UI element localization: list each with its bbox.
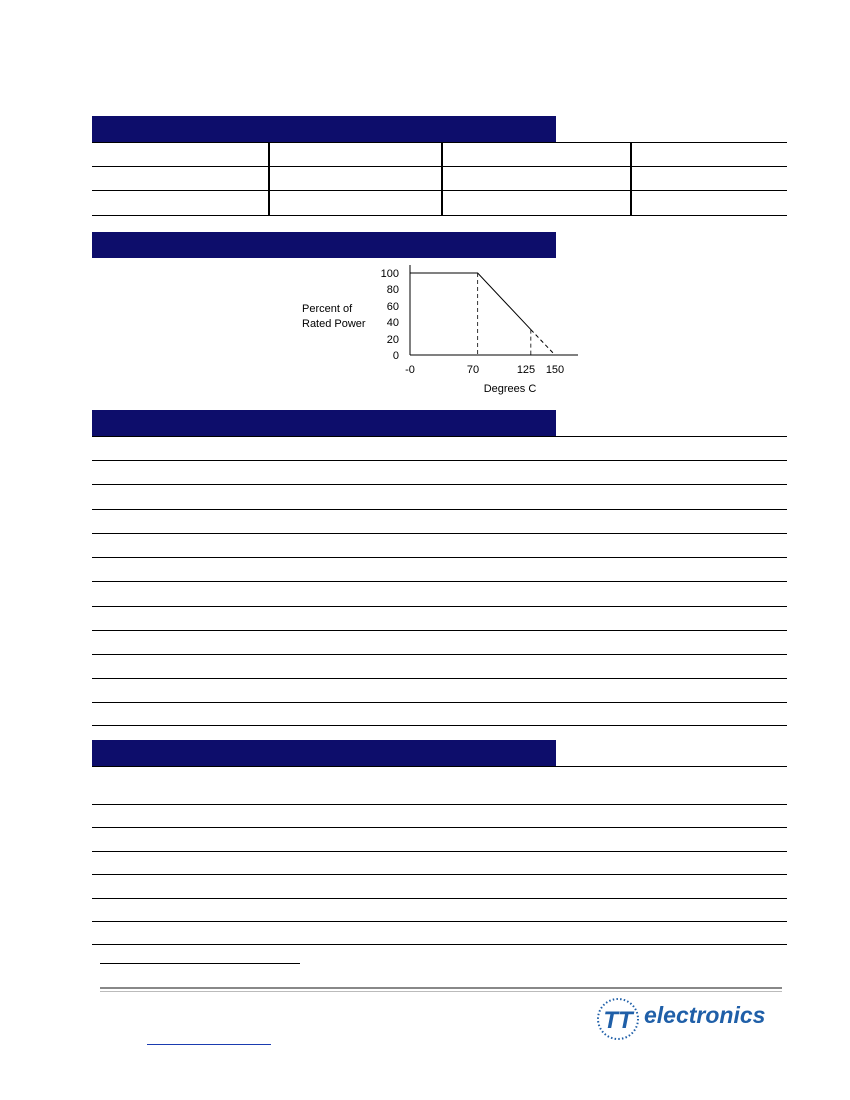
table-4-row-line — [92, 944, 787, 945]
y-tick-label: 0 — [392, 350, 399, 362]
footer-rule — [100, 987, 782, 989]
tt-logo-mark-icon — [594, 996, 644, 1042]
table-4-row-line — [92, 921, 787, 922]
x-tick-label: 125 — [516, 364, 536, 376]
y-axis-label-line-1: Percent of — [302, 303, 353, 315]
x-tick-label: 70 — [466, 364, 480, 376]
table-1-row-line — [92, 190, 787, 191]
table-3-row-line — [92, 678, 787, 679]
table-3-row-line — [92, 654, 787, 655]
table-4-row-line — [92, 827, 787, 828]
footer-link-underline[interactable] — [147, 1044, 271, 1045]
tt-logo-mark: TT — [603, 1007, 633, 1034]
table-3-row-line — [92, 509, 787, 510]
table-4-row-line — [92, 874, 787, 875]
y-tick-label: 100 — [380, 268, 399, 280]
table-4-row-line — [92, 898, 787, 899]
footnote-rule — [100, 963, 300, 964]
y-tick-label: 80 — [386, 284, 399, 296]
table-3-row-line — [92, 557, 787, 558]
table-3-row-line — [92, 484, 787, 485]
table-3-row-line — [92, 630, 787, 631]
table-1-row-line — [92, 215, 787, 216]
section-header-bar-4 — [92, 740, 556, 766]
section-header-bar-1 — [92, 116, 556, 142]
table-3-row-line — [92, 460, 787, 461]
tt-electronics-logo — [594, 996, 776, 1042]
section-header-rule-4 — [92, 766, 787, 767]
x-tick-label: -0 — [405, 364, 415, 376]
table-3-row-line — [92, 533, 787, 534]
x-tick-label: 150 — [545, 364, 565, 376]
section-header-rule-1 — [92, 142, 787, 143]
table-1-col-divider — [441, 142, 443, 215]
section-header-bar-2 — [92, 232, 556, 258]
derating-chart-svg — [298, 262, 588, 400]
derating-curve — [410, 273, 531, 330]
section-header-rule-3 — [92, 436, 787, 437]
derating-curve-extension — [531, 330, 555, 355]
y-tick-label: 60 — [386, 301, 399, 313]
y-axis-label-line-2: Rated Power — [302, 318, 366, 330]
y-tick-label: 40 — [386, 317, 399, 329]
tt-logo-wordmark: electronics — [644, 1002, 766, 1028]
table-3-row-line — [92, 581, 787, 582]
derating-chart — [298, 262, 588, 400]
table-1-col-divider — [630, 142, 632, 215]
table-1-row-line — [92, 166, 787, 167]
section-header-bar-3 — [92, 410, 556, 436]
table-3-row-line — [92, 725, 787, 726]
table-4-row-line — [92, 804, 787, 805]
y-tick-label: 20 — [386, 334, 399, 346]
table-1-col-divider — [268, 142, 270, 215]
x-axis-label: Degrees C — [483, 383, 537, 395]
footer-rule-secondary — [100, 991, 782, 992]
table-3-row-line — [92, 606, 787, 607]
table-3-row-line — [92, 702, 787, 703]
table-4-row-line — [92, 851, 787, 852]
